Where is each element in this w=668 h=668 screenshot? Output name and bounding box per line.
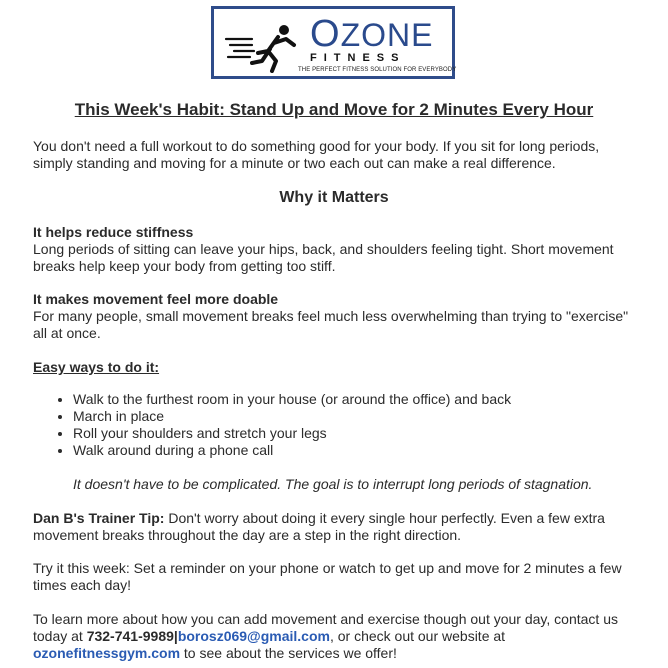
easy-ways-heading: Easy ways to do it: [33, 359, 160, 375]
point-stiffness [33, 224, 635, 275]
list-item: • Walk around during a phone call [73, 442, 633, 459]
email-link[interactable]: borosz069@gmail.com [177, 628, 330, 644]
runner-icon [222, 17, 302, 73]
list-item: • March in place [73, 408, 633, 425]
logo-wordmark: OZONE [310, 13, 434, 55]
list-item: • Walk to the furthest room in your house (or around the office) and back [73, 391, 633, 408]
why-heading: Why it Matters [279, 189, 389, 206]
try-it-paragraph: Try it this week: Set a reminder on your phone or watch to get up and move for 2 minutes a few times each day! [33, 560, 622, 593]
logo-tagline: THE PERFECT FITNESS SOLUTION FOR EVERYBODY [298, 67, 457, 73]
point-doable [33, 291, 635, 342]
trainer-tip-label: Dan B's Trainer Tip: [33, 510, 165, 526]
italic-note: It doesn't have to be complicated. The goal is to interrupt long periods of stagnation. [73, 476, 593, 492]
trainer-tip-body: Don't worry about doing it every single hour perfectly. Even a few extra movement breaks throughout the day are a step in the right direction. [33, 510, 605, 543]
easy-ways-list [55, 391, 633, 459]
logo-subtitle: FITNESS [310, 52, 406, 64]
website-link[interactable]: ozonefitnessgym.com [33, 645, 181, 661]
point-doable-body: For many people, small movement breaks feel much less overwhelming than trying to "exercise" all at once. [33, 308, 629, 341]
contact-tail: to see about the services we offer! [180, 645, 397, 661]
ozone-fitness-logo [211, 6, 455, 79]
trainer-tip [33, 510, 635, 544]
contact-lead: To learn more about how you can add movement and exercise though out your day, contact us today at [33, 611, 618, 644]
point-stiffness-body: Long periods of sitting can leave your hips, back, and shoulders feeling tight. Short movement breaks help keep your body from getting too stiff. [33, 241, 614, 274]
list-item: • Roll your shoulders and stretch your legs [73, 425, 633, 442]
contact-separator: | [173, 628, 178, 644]
page-title: This Week's Habit: Stand Up and Move for 2 Minutes Every Hour [74, 100, 594, 119]
contact-paragraph [33, 611, 635, 662]
contact-mid: , or check out our website at [329, 628, 506, 644]
phone-number[interactable]: 732-741-9989 [86, 628, 174, 644]
point-doable-heading: It makes movement feel more doable [33, 291, 279, 307]
point-stiffness-heading: It helps reduce stiffness [33, 224, 194, 240]
intro-paragraph: You don't need a full workout to do something good for your body. If you sit for long periods, simply standing and moving for a minute or two each out can make a real difference. [33, 138, 600, 171]
